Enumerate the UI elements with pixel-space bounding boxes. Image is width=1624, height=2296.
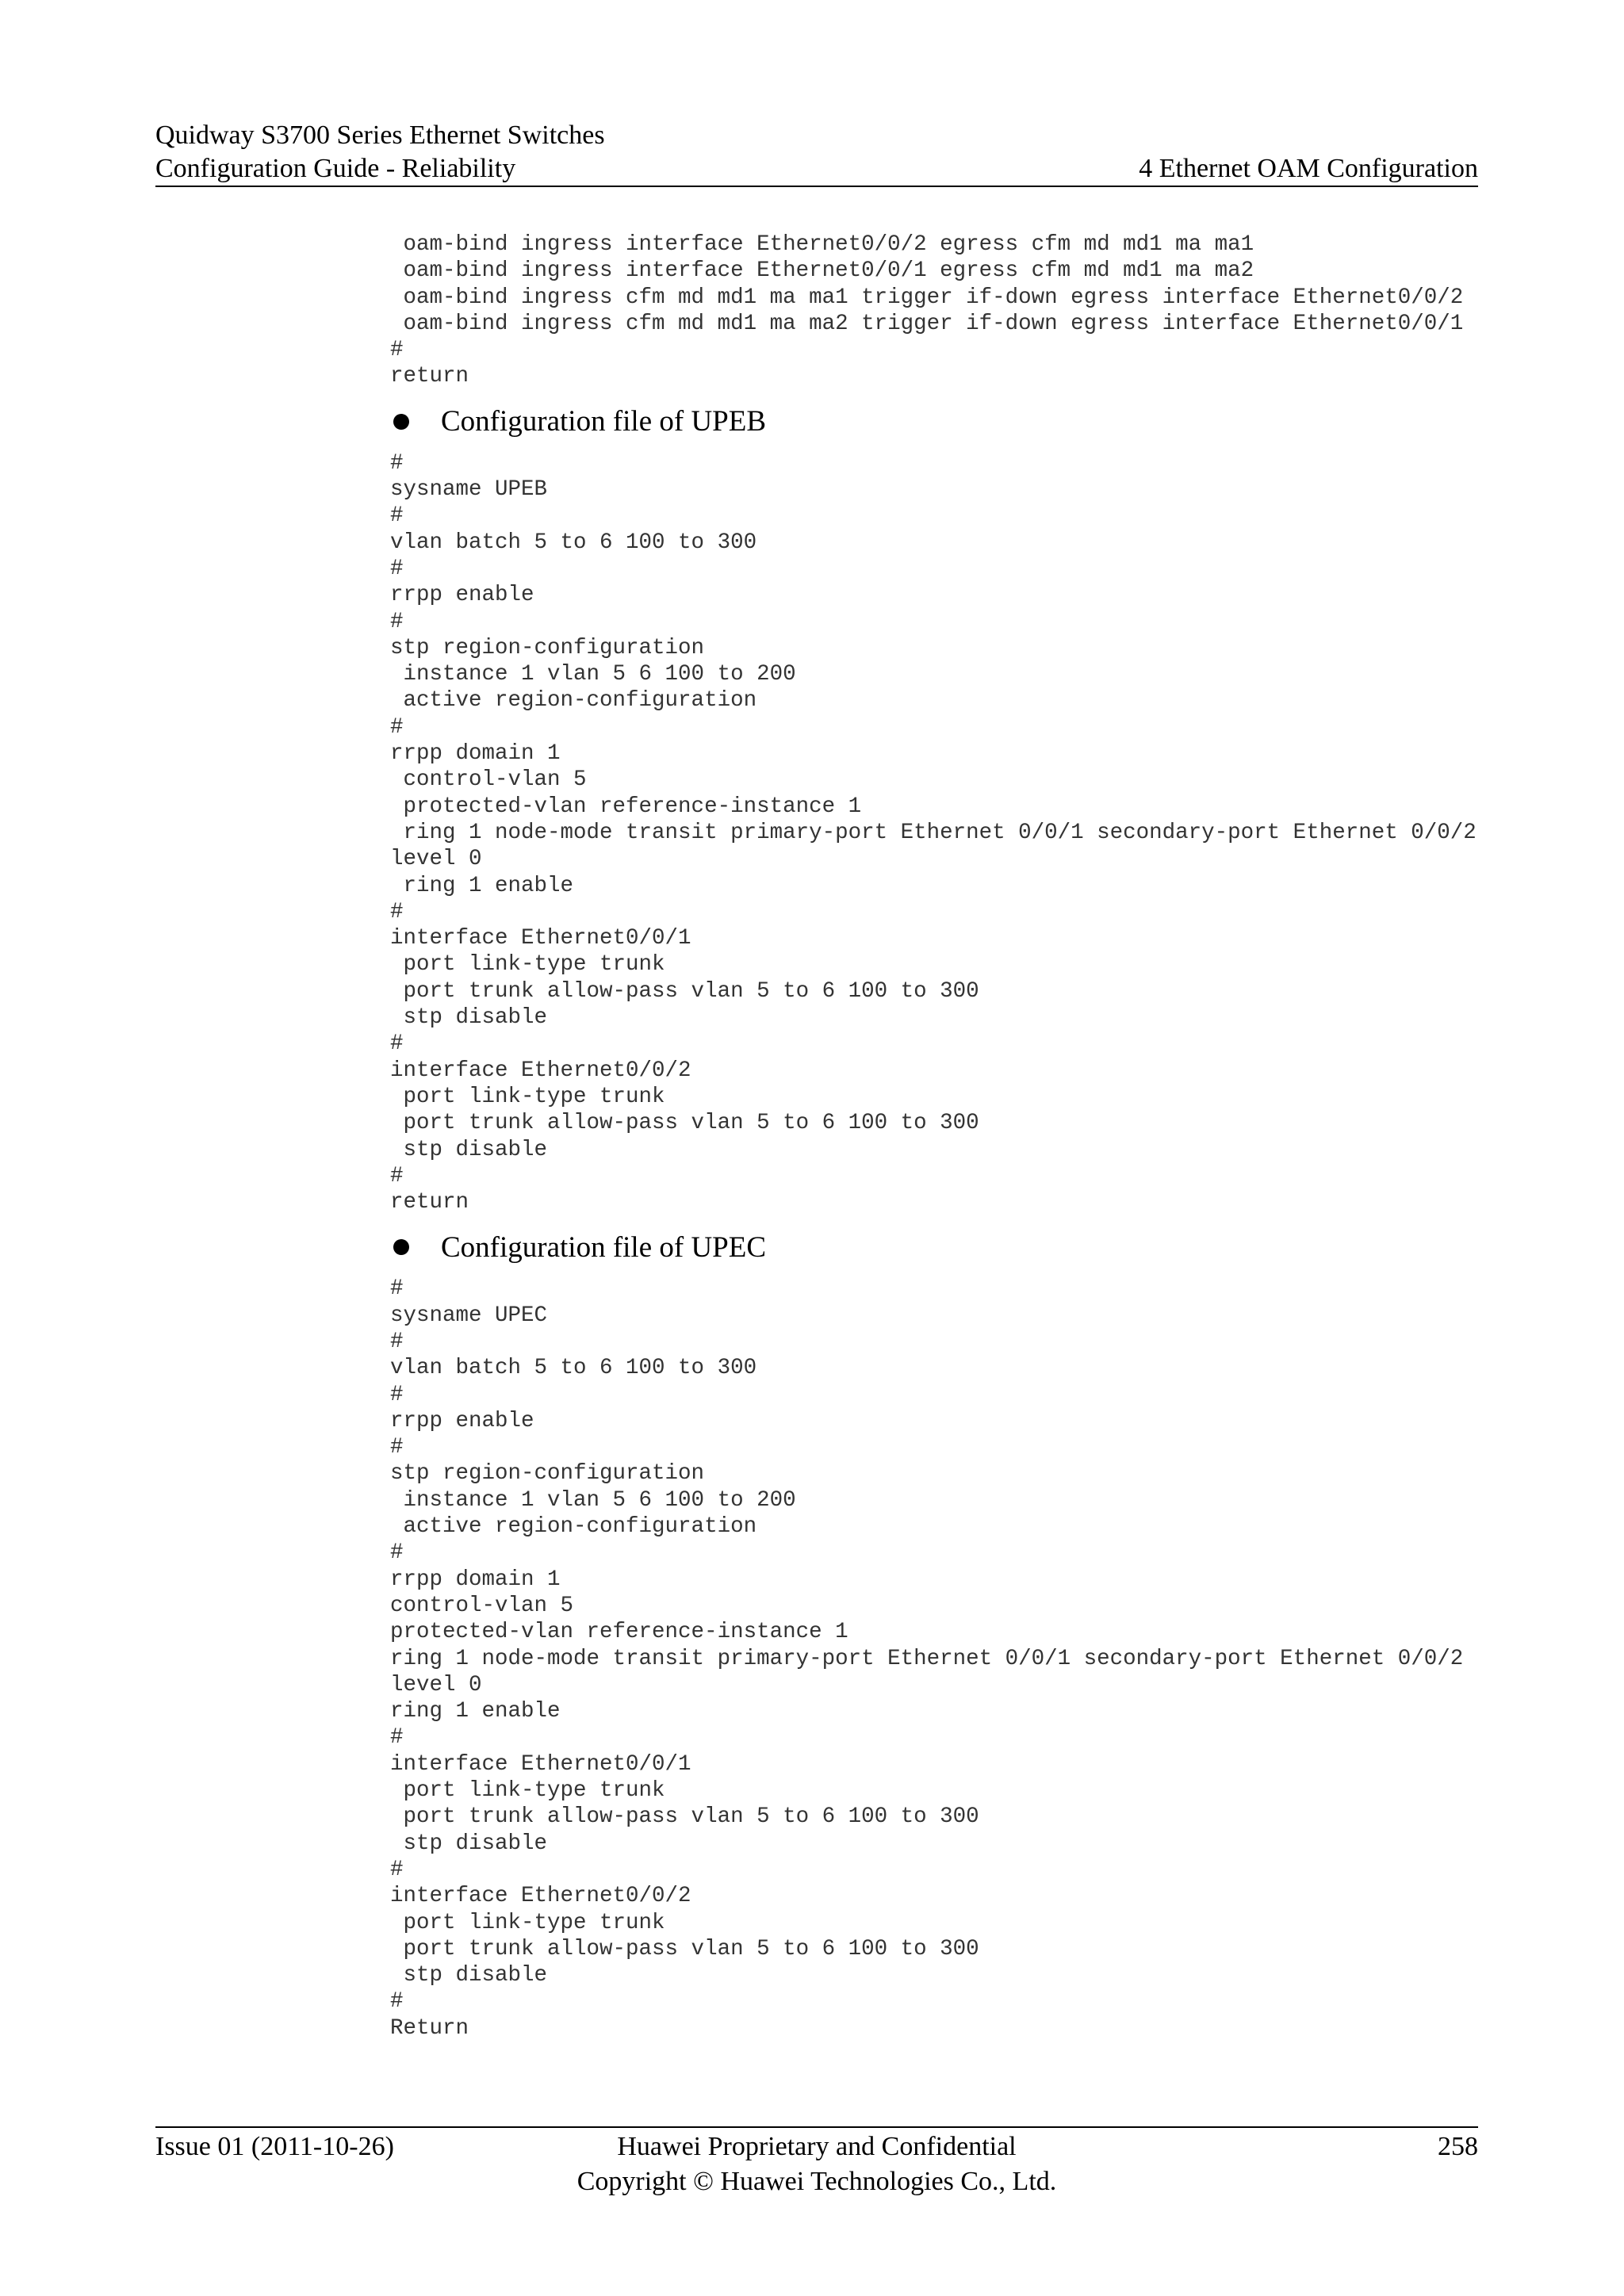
code-line: stp region-configuration [390,1461,705,1487]
code-line: stp disable [390,1963,548,1988]
code-line: port trunk allow-pass vlan 5 to 6 100 to 300 [390,978,979,1004]
footer-proprietary: Huawei Proprietary and Confidential [617,2132,1017,2161]
code-line: active region-configuration [390,1514,757,1540]
code-line: interface Ethernet0/0/1 [390,926,691,951]
code-line: rrpp enable [390,1408,534,1433]
code-line: # [390,1725,404,1751]
code-line: ring 1 node-mode transit primary-port Ethernet 0/0/1 secondary-port Ethernet 0/0/2 [390,1646,1464,1671]
page-header [155,119,1478,186]
page-content [390,232,1478,2042]
code-line: oam-bind ingress interface Ethernet0/0/2 egress cfm md md1 ma ma1 [390,232,1254,257]
code-line: sysname UPEC [390,1303,548,1328]
code-block-upec [390,1276,1478,2042]
code-line: # [390,1857,404,1882]
footer-copyright: Copyright © Huawei Technologies Co., Ltd. [576,2167,1057,2196]
code-line: rrpp domain 1 [390,741,561,767]
code-line: Return [390,2015,469,2041]
code-line: stp disable [390,1137,548,1162]
code-line: port link-type trunk [390,952,665,978]
code-line: # [390,714,404,740]
code-line: oam-bind ingress cfm md md1 ma ma1 trigger if-down egress interface Ethernet0/0/2 [390,285,1464,310]
code-line: port trunk allow-pass vlan 5 to 6 100 to 300 [390,1804,979,1830]
code-block-top [390,232,1478,390]
code-line: port link-type trunk [390,1084,665,1109]
code-line: protected-vlan reference-instance 1 [390,794,862,819]
code-line: control-vlan 5 [390,767,587,793]
code-line: # [390,1276,404,1302]
section-heading-upeb [390,398,1478,446]
code-line: oam-bind ingress interface Ethernet0/0/1 egress cfm md md1 ma ma2 [390,258,1254,284]
code-line: control-vlan 5 [390,1593,574,1618]
code-line: # [390,1382,404,1407]
code-line: ring 1 node-mode transit primary-port Ethernet 0/0/1 secondary-port Ethernet 0/0/2 [390,820,1477,845]
code-line: level 0 [390,847,482,872]
code-line: instance 1 vlan 5 6 100 to 200 [390,1487,796,1513]
code-line: return [390,1190,469,1215]
code-line: instance 1 vlan 5 6 100 to 200 [390,662,796,687]
code-block-upeb [390,450,1478,1216]
section-title-upeb: Configuration file of UPEB [441,405,767,438]
code-line: return [390,364,469,389]
code-line: # [390,1329,404,1354]
bullet-icon [393,1239,409,1255]
bullet-icon [393,414,409,430]
code-line: vlan batch 5 to 6 100 to 300 [390,1356,757,1381]
code-line: # [390,450,404,476]
code-line: # [390,609,404,634]
code-line: interface Ethernet0/0/2 [390,1884,691,1909]
code-line: # [390,1989,404,2015]
header-divider [155,186,1478,187]
code-line: port link-type trunk [390,1778,665,1804]
code-line: sysname UPEB [390,477,548,503]
footer-issue: Issue 01 (2011-10-26) [155,2132,394,2161]
code-line: interface Ethernet0/0/2 [390,1058,691,1083]
code-line: # [390,338,404,363]
code-line: stp disable [390,1005,548,1031]
header-product: Quidway S3700 Series Ethernet Switches [155,121,605,150]
code-line: protected-vlan reference-instance 1 [390,1620,848,1645]
code-line: # [390,1163,404,1188]
code-line: stp disable [390,1831,548,1856]
code-line: port trunk allow-pass vlan 5 to 6 100 to 300 [390,1111,979,1136]
code-line: # [390,503,404,529]
code-line: level 0 [390,1672,482,1697]
code-line: vlan batch 5 to 6 100 to 300 [390,530,757,555]
code-line: ring 1 enable [390,873,574,898]
code-line: interface Ethernet0/0/1 [390,1751,691,1777]
code-line: stp region-configuration [390,635,705,660]
code-line: port link-type trunk [390,1910,665,1935]
header-chapter: 4 Ethernet OAM Configuration [1139,154,1478,183]
code-line: rrpp enable [390,583,534,608]
code-line: # [390,1435,404,1460]
code-line: ring 1 enable [390,1699,561,1724]
code-line: rrpp domain 1 [390,1567,561,1592]
footer-page-number: 258 [1438,2132,1478,2161]
code-line: active region-configuration [390,688,757,714]
code-line: port trunk allow-pass vlan 5 to 6 100 to 300 [390,1936,979,1961]
code-line: # [390,556,404,581]
code-line: # [390,1540,404,1566]
footer-divider [155,2126,1478,2128]
code-line: oam-bind ingress cfm md md1 ma ma2 trigger if-down egress interface Ethernet0/0/1 [390,311,1464,336]
code-line: # [390,899,404,924]
section-title-upec: Configuration file of UPEC [441,1230,767,1264]
code-line: # [390,1031,404,1057]
header-guide: Configuration Guide - Reliability [155,154,516,183]
section-heading-upec [390,1223,1478,1271]
